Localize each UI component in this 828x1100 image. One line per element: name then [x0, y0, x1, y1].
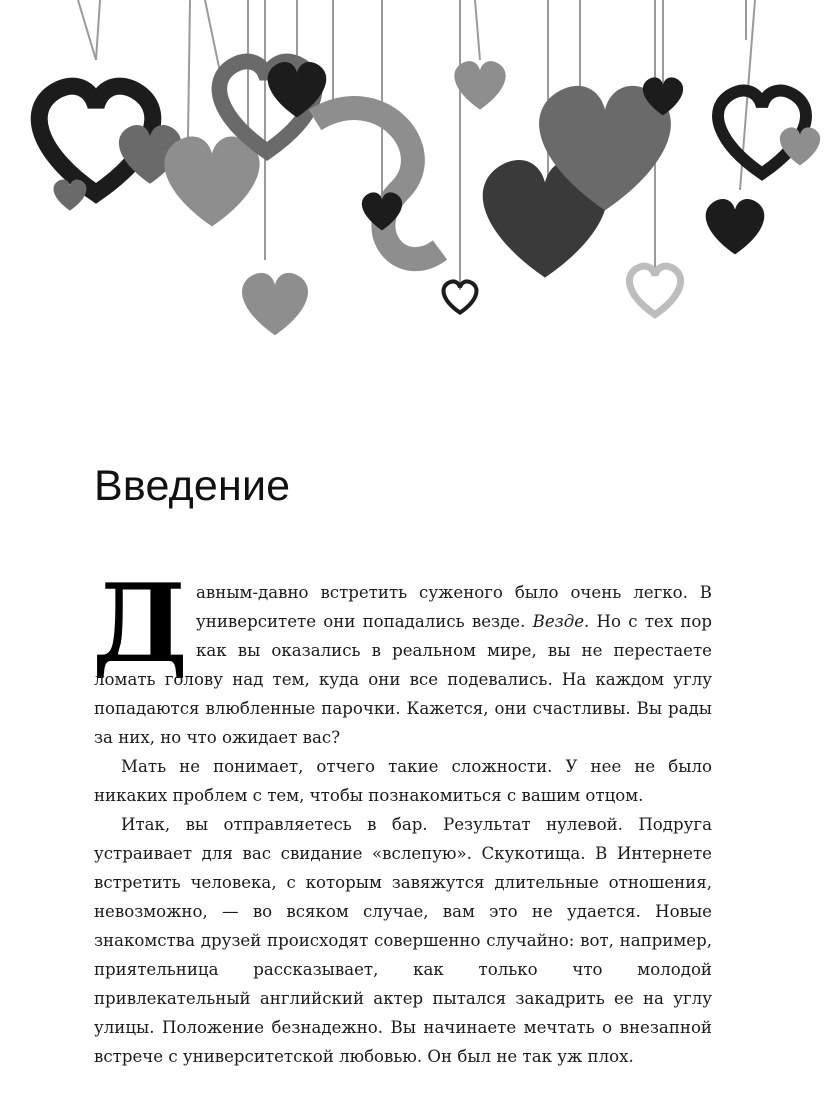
paragraph-1-lead: авным-давно встретить суженого было очень легко. В университете они попадались везде.	[196, 583, 712, 631]
chapter-title: Введение	[94, 462, 291, 510]
drop-cap: Д	[92, 561, 189, 687]
paragraph-3: Итак, вы отправляетесь в бар. Результат нулевой. Подруга устраивает для вас свидание «вслепую». Скукотища. В Интернете встретить человека, с которым завяжутся длительные отношения, невозможно, — во всяком случае, вам это не удается. Новые знакомства друзей происходят совершенно случайно: вот, например, приятельница рассказывает, как только что молодой привлекательный английский актер пытался закадрить ее на углу улицы. Положение безнадежно. Вы начинаете мечтать о внезапной встрече с университетской любовью. Он был не так уж плох.	[94, 815, 712, 1066]
paragraph-1-emphasis: Везде.	[532, 612, 590, 631]
body-text	[92, 561, 712, 1071]
paragraph-2: Мать не понимает, отчего такие сложности. У нее не было никаких проблем с тем, чтобы познакомиться с вашим отцом.	[94, 757, 712, 805]
paragraph-1-rest: Но с тех пор как вы оказались в реальном мире, вы не перестаете ломать голову над тем, куда они все подевались. На каждом углу попадаются влюбленные парочки. Кажется, они счастливы. Вы рады за них, но что ожидает вас?	[94, 612, 712, 747]
paragraph-1	[92, 561, 712, 752]
hanging-hearts-illustration	[0, 0, 828, 370]
